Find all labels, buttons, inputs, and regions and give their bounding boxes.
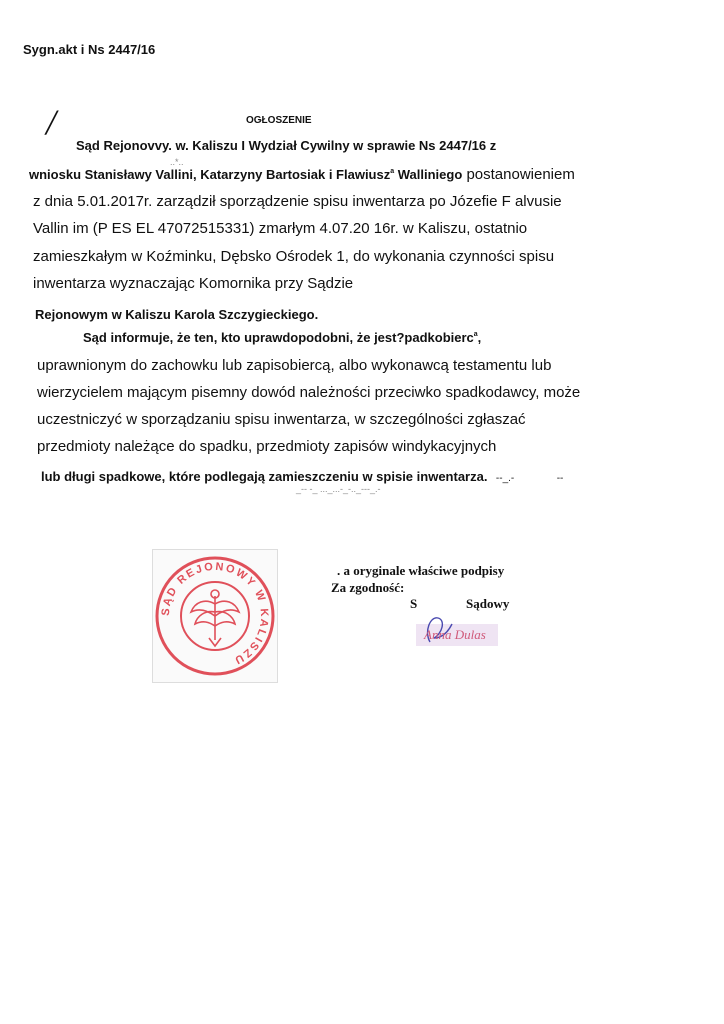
text-line-3: z dnia 5.01.2017r. zarządził sporządzenie spisu inwentarza po Józefie F alvusie [33,193,562,210]
stray-marks: _-- -_ ..._...-_-.._---_.- [296,484,381,494]
text-line-7: Rejonowym w Kaliszu Karola Szczygieckiego. [35,307,319,322]
text-line-5: zamieszkałym w Koźminku, Dębsko Ośrodek 1, do wykonania czynności spisu [33,248,555,265]
text-line-13: lub długi spadkowe, które podlegają zamieszczeniu w spisie inwentarza. --_.- -- [41,469,564,484]
text-line-8: Sąd informuje, że ten, kto uprawdopodobni, że jest?padkobierc$^a$, [83,330,482,345]
stray-dots: ..*.. [170,157,184,167]
case-reference: Sygn.akt i Ns 2447/16 [23,42,156,57]
text-line-12: przedmioty należące do spadku, przedmioty zapisów windykacyjnych [37,438,497,455]
svg-text:SĄD REJONOWY W KALISZU: SĄD REJONOWY W KALISZU [159,560,271,667]
text-line-1: Sąd Rejonovvy. w. Kaliszu I Wydział Cywilny w sprawie Ns 2447/16 z [76,138,497,153]
stamp-seal-icon [153,550,277,682]
official-stamp [152,549,278,683]
text-line-10: wierzycielem mającym pisemny dowód należności przeciwko spadkodawcy, może [37,384,581,401]
text-line-2: wniosku Stanisławy Vallini, Katarzyny Bartosiak i Flawiusz$^a$ Walliniego postanowieniem [29,166,575,183]
handwritten-mark: / [46,102,57,142]
text-line-9: uprawnionym do zachowku lub zapisobiercą, albo wykonawcą testamentu lub [37,357,552,374]
position-initial: S [410,596,418,611]
text-line-6: inwentarza wyznaczając Komornika przy Sądzie [33,275,354,292]
text-line-11: uczestniczyć w sporządzaniu spisu inwentarza, w szczególności zgłaszać [37,411,526,428]
text-line-4: Vallin im (P ES EL 47072515331) zmarłym 4.07.20 16r. w Kaliszu, ostatnio [33,220,528,237]
signatory-name: Anna Dulas [424,627,486,642]
document-title: OGŁOSZENIE [246,115,312,126]
position-title: Sądowy [466,596,510,611]
certified-label: Za zgodność: [331,580,405,595]
signature-note: . a oryginale właściwe podpisy [337,563,505,578]
